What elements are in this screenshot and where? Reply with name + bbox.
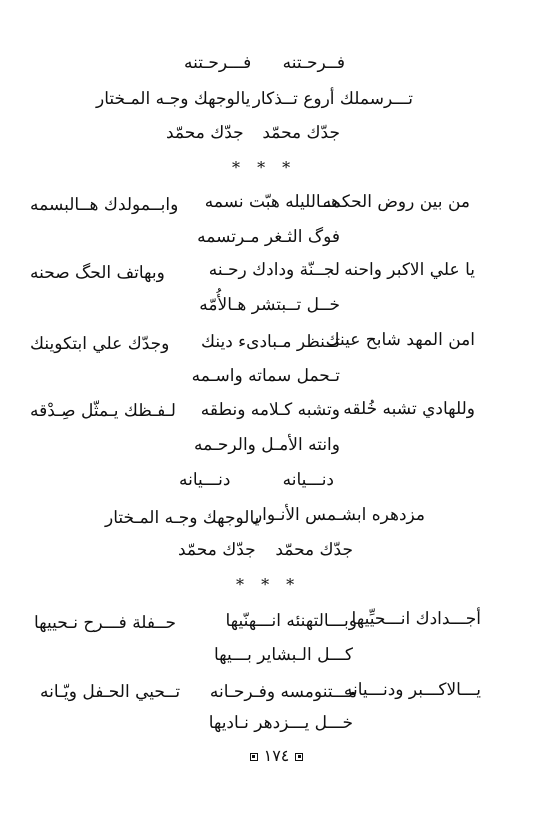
verse-line: تــحيي الحـفل ويّـانه [40,682,181,702]
verse-line: من بين روض الحكمه [322,192,470,212]
section-divider: * * * [232,158,297,177]
verse-line: وبهاتف الحگ صحنه [30,263,165,283]
verse-line: كـــل الـبشاير بـــيها [213,645,353,665]
verse-line: حــفلة فـــرح نـحييها [34,613,177,633]
verse-line: تـحمل سماته واسـمه [191,366,340,386]
square-ornament-icon [250,753,258,761]
verse-line: لـفـظك يـمثّل صِـدْقه [30,401,176,421]
verse-line: هــالليله هبّت نسمه [204,192,340,212]
verse-line: يالوجهك وجـه المـختار [96,89,251,109]
verse-line: وانته الأمـل والرحـمه [193,435,340,455]
verse-line: خـــل يـــزدهر نـاديها [208,713,353,733]
page-number [0,746,553,766]
verse-line: جدّك محمّد [275,540,353,560]
section-divider: * * * [236,575,301,594]
verse-line: مـــتنومسه وفـرحـانه [209,682,357,702]
verse-line: تـــرسملك أروع تــذكار [252,89,413,109]
verse-line: وجدّك علي ابتكوينك [30,334,170,354]
square-ornament-icon [295,753,303,761]
verse-line: خــل تــبتشر هـالأُمّه [199,295,340,315]
verse-line: يـــالاكـــبر ودنـــيانه [343,680,481,700]
verse-line: جدّك محمّد [262,123,340,143]
verse-line: فـــرحـتنه [184,53,252,73]
verse-line: جدّك محمّد [178,540,256,560]
verse-line: مزدهره ابشـمس الأنـوار [253,505,425,525]
verse-line: دنـــيانه [179,470,231,490]
verse-line: وللهادي تشبه خُلقه [343,399,475,419]
verse-line: وبـــالتهنئه انـــهنّيها [225,611,357,631]
verse-line: فــرحـتنه [282,53,345,73]
verse-line: فوگ الثـغر مـرتسمه [197,227,340,247]
verse-line: تــنظر مـبادىء دينك [201,332,340,352]
verse-line: لجــنّة ودادك رحـنه [208,260,340,280]
verse-line: يالوجهك وجـه المـختار [105,508,260,528]
verse-line: يا علي الاكبر واحنه [344,260,475,280]
verse-line: جدّك محمّد [166,123,244,143]
verse-line: أجـــدادك انـــحيِّيها [351,609,481,629]
verse-line: دنـــيانه [282,470,334,490]
verse-line: امن المهد شابح عينك [325,330,475,350]
page-number-text: ١٧٤ [263,746,290,765]
verse-line: وابــمولدك هــالبسمه [30,195,179,215]
verse-line: وتشبه كـلامه ونطقه [200,400,340,420]
